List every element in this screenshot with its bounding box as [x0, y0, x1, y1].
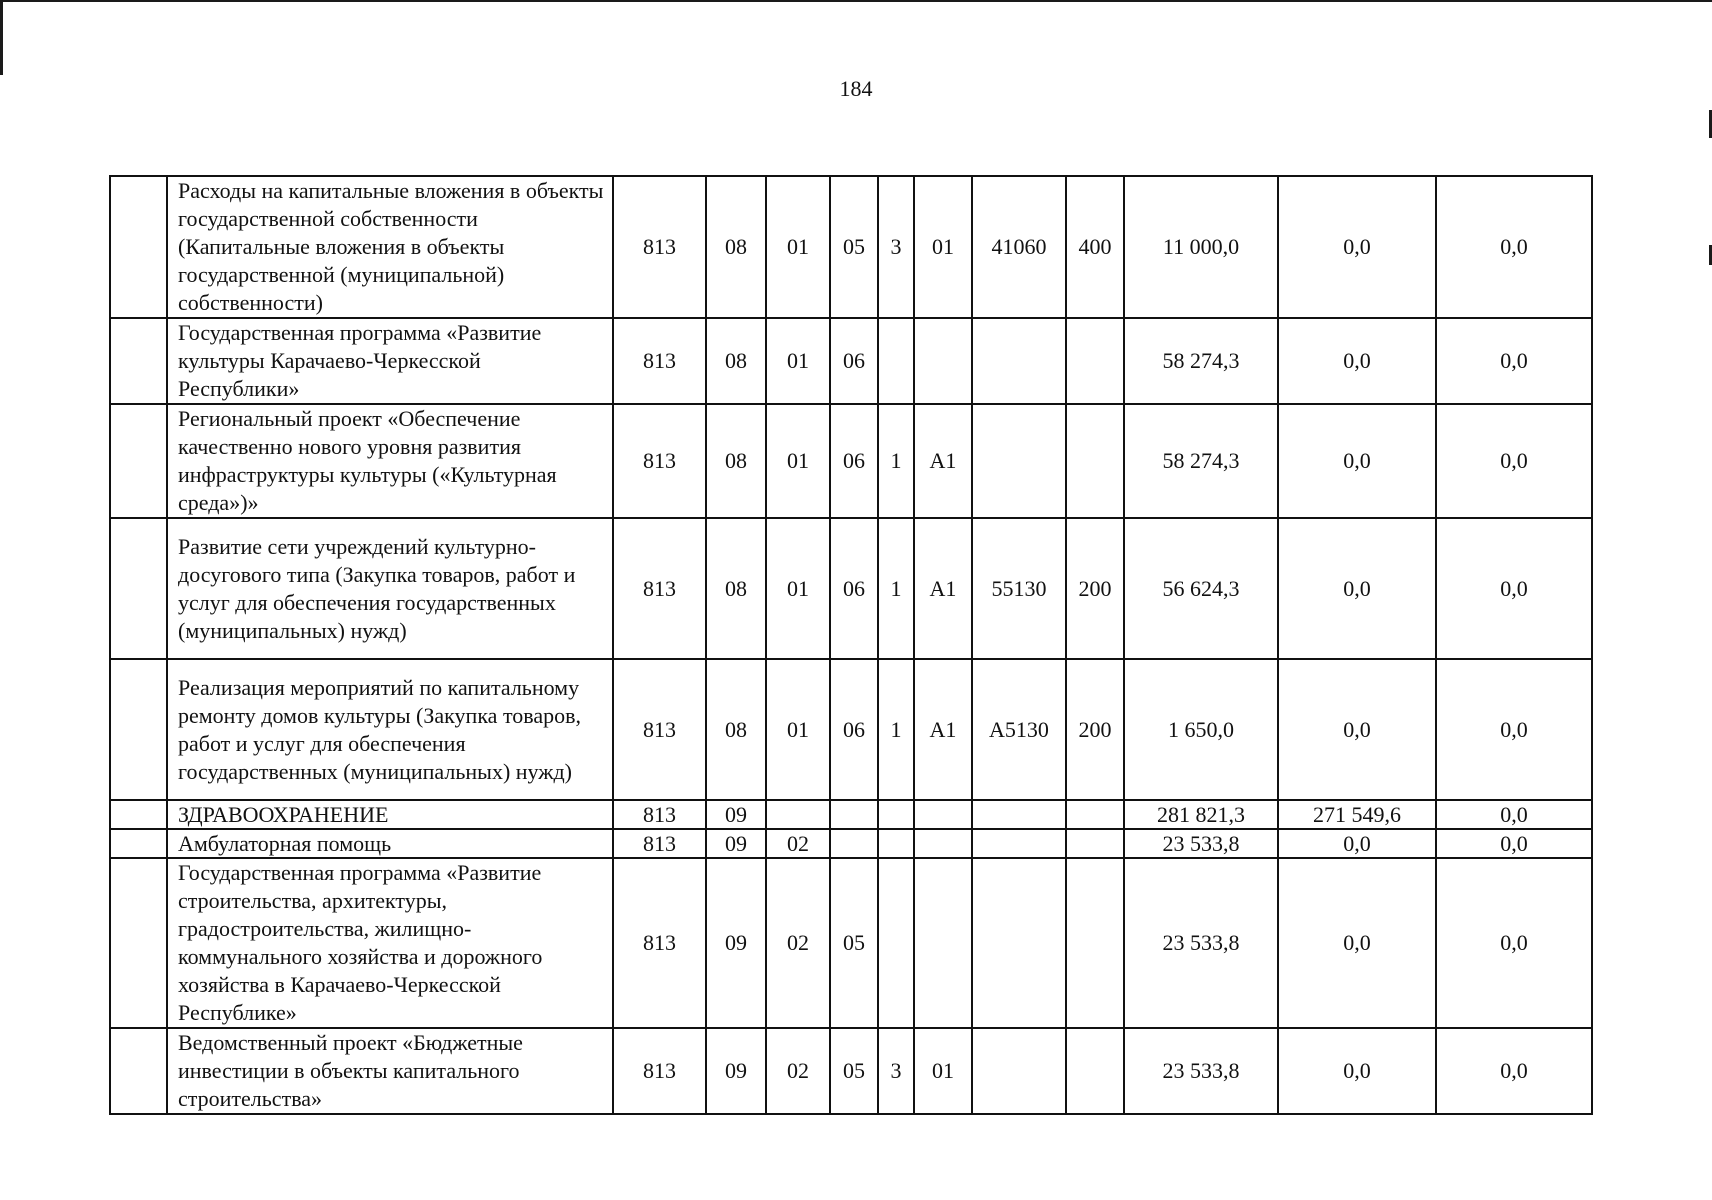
- row-name-cell: Региональный проект «Обеспечение качественно нового уровня развития инфраструктуры культуры («Культурная среда»)»: [167, 404, 613, 518]
- subprogram-code-cell: [878, 800, 914, 829]
- amount-total-cell: 11 000,0: [1124, 176, 1278, 318]
- amount-federal-cell: 0,0: [1278, 829, 1436, 858]
- ministry-code-cell: 813: [613, 404, 706, 518]
- row-name-cell: Государственная программа «Развитие культуры Карачаево-Черкесской Республики»: [167, 318, 613, 404]
- table-row: [110, 404, 1592, 518]
- amount-other-cell: 0,0: [1436, 659, 1592, 800]
- budget-table: [109, 175, 1593, 1115]
- table-row: [110, 659, 1592, 800]
- section-code-cell: 09: [706, 800, 766, 829]
- amount-total-cell: 58 274,3: [1124, 318, 1278, 404]
- table-row: [110, 318, 1592, 404]
- direction-code-cell: [972, 404, 1066, 518]
- expense-type-cell: 200: [1066, 518, 1124, 659]
- row-name-cell: Расходы на капитальные вложения в объекты государственной собственности (Капитальные вложения в объекты государственной (муниципальной) собственности): [167, 176, 613, 318]
- section-code-cell: 08: [706, 318, 766, 404]
- table-row: [110, 176, 1592, 318]
- subprogram-code-cell: [878, 318, 914, 404]
- program-code-cell: [830, 800, 878, 829]
- program-code-cell: 05: [830, 1028, 878, 1114]
- amount-total-cell: 1 650,0: [1124, 659, 1278, 800]
- table-row: [110, 1028, 1592, 1114]
- row-name-cell: Ведомственный проект «Бюджетные инвестиции в объекты капитального строительства»: [167, 1028, 613, 1114]
- section-code-cell: 09: [706, 829, 766, 858]
- amount-federal-cell: 0,0: [1278, 404, 1436, 518]
- amount-other-cell: 0,0: [1436, 176, 1592, 318]
- section-code-cell: 09: [706, 858, 766, 1028]
- expense-type-cell: [1066, 829, 1124, 858]
- ministry-code-cell: 813: [613, 858, 706, 1028]
- row-number-cell: [110, 404, 167, 518]
- project-code-cell: А1: [914, 518, 972, 659]
- amount-federal-cell: 0,0: [1278, 858, 1436, 1028]
- project-code-cell: 01: [914, 1028, 972, 1114]
- amount-other-cell: 0,0: [1436, 404, 1592, 518]
- expense-type-cell: 200: [1066, 659, 1124, 800]
- amount-total-cell: 58 274,3: [1124, 404, 1278, 518]
- subsection-code-cell: 01: [766, 176, 830, 318]
- amount-federal-cell: 0,0: [1278, 518, 1436, 659]
- amount-federal-cell: 271 549,6: [1278, 800, 1436, 829]
- row-number-cell: [110, 858, 167, 1028]
- amount-other-cell: 0,0: [1436, 800, 1592, 829]
- expense-type-cell: [1066, 800, 1124, 829]
- subsection-code-cell: 01: [766, 518, 830, 659]
- direction-code-cell: [972, 800, 1066, 829]
- expense-type-cell: [1066, 858, 1124, 1028]
- expense-type-cell: 400: [1066, 176, 1124, 318]
- direction-code-cell: 55130: [972, 518, 1066, 659]
- direction-code-cell: [972, 318, 1066, 404]
- section-code-cell: 08: [706, 659, 766, 800]
- row-number-cell: [110, 1028, 167, 1114]
- ministry-code-cell: 813: [613, 176, 706, 318]
- amount-total-cell: 56 624,3: [1124, 518, 1278, 659]
- direction-code-cell: [972, 858, 1066, 1028]
- direction-code-cell: [972, 829, 1066, 858]
- amount-federal-cell: 0,0: [1278, 318, 1436, 404]
- row-name-cell: Амбулаторная помощь: [167, 829, 613, 858]
- direction-code-cell: [972, 1028, 1066, 1114]
- row-name-cell: ЗДРАВООХРАНЕНИЕ: [167, 800, 613, 829]
- program-code-cell: [830, 829, 878, 858]
- table-row: [110, 800, 1592, 829]
- expense-type-cell: [1066, 404, 1124, 518]
- expense-type-cell: [1066, 1028, 1124, 1114]
- subprogram-code-cell: 3: [878, 176, 914, 318]
- ministry-code-cell: 813: [613, 518, 706, 659]
- subsection-code-cell: 01: [766, 659, 830, 800]
- program-code-cell: 05: [830, 858, 878, 1028]
- section-code-cell: 09: [706, 1028, 766, 1114]
- table-row: [110, 858, 1592, 1028]
- amount-other-cell: 0,0: [1436, 858, 1592, 1028]
- project-code-cell: [914, 800, 972, 829]
- ministry-code-cell: 813: [613, 1028, 706, 1114]
- section-code-cell: 08: [706, 404, 766, 518]
- subprogram-code-cell: 3: [878, 1028, 914, 1114]
- subsection-code-cell: [766, 800, 830, 829]
- direction-code-cell: 41060: [972, 176, 1066, 318]
- ministry-code-cell: 813: [613, 318, 706, 404]
- scan-border-top: [0, 0, 1712, 2]
- project-code-cell: [914, 318, 972, 404]
- amount-federal-cell: 0,0: [1278, 176, 1436, 318]
- program-code-cell: 06: [830, 659, 878, 800]
- amount-other-cell: 0,0: [1436, 829, 1592, 858]
- row-number-cell: [110, 659, 167, 800]
- amount-federal-cell: 0,0: [1278, 1028, 1436, 1114]
- subprogram-code-cell: 1: [878, 404, 914, 518]
- ministry-code-cell: 813: [613, 659, 706, 800]
- amount-other-cell: 0,0: [1436, 1028, 1592, 1114]
- table-row: [110, 829, 1592, 858]
- subsection-code-cell: 01: [766, 404, 830, 518]
- project-code-cell: 01: [914, 176, 972, 318]
- subprogram-code-cell: 1: [878, 518, 914, 659]
- row-number-cell: [110, 518, 167, 659]
- subprogram-code-cell: [878, 858, 914, 1028]
- row-number-cell: [110, 800, 167, 829]
- page-number: 184: [839, 76, 873, 101]
- amount-federal-cell: 0,0: [1278, 659, 1436, 800]
- amount-other-cell: 0,0: [1436, 318, 1592, 404]
- amount-total-cell: 23 533,8: [1124, 858, 1278, 1028]
- program-code-cell: 06: [830, 518, 878, 659]
- project-code-cell: [914, 858, 972, 1028]
- ministry-code-cell: 813: [613, 800, 706, 829]
- amount-other-cell: 0,0: [1436, 518, 1592, 659]
- subprogram-code-cell: 1: [878, 659, 914, 800]
- subprogram-code-cell: [878, 829, 914, 858]
- row-number-cell: [110, 176, 167, 318]
- amount-total-cell: 23 533,8: [1124, 1028, 1278, 1114]
- table-row: [110, 518, 1592, 659]
- amount-total-cell: 23 533,8: [1124, 829, 1278, 858]
- row-number-cell: [110, 829, 167, 858]
- direction-code-cell: А5130: [972, 659, 1066, 800]
- program-code-cell: 06: [830, 318, 878, 404]
- row-name-cell: Развитие сети учреждений культурно-досугового типа (Закупка товаров, работ и услуг для обеспечения государственных (муниципальных) нужд): [167, 518, 613, 659]
- subsection-code-cell: 02: [766, 829, 830, 858]
- section-code-cell: 08: [706, 518, 766, 659]
- subsection-code-cell: 02: [766, 858, 830, 1028]
- subsection-code-cell: 02: [766, 1028, 830, 1114]
- project-code-cell: А1: [914, 404, 972, 518]
- program-code-cell: 05: [830, 176, 878, 318]
- section-code-cell: 08: [706, 176, 766, 318]
- project-code-cell: А1: [914, 659, 972, 800]
- expense-type-cell: [1066, 318, 1124, 404]
- row-name-cell: Государственная программа «Развитие строительства, архитектуры, градостроительства, жилищно-коммунального хозяйства и дорожного хозяйства в Карачаево-Черкесской Республике»: [167, 858, 613, 1028]
- program-code-cell: 06: [830, 404, 878, 518]
- project-code-cell: [914, 829, 972, 858]
- subsection-code-cell: 01: [766, 318, 830, 404]
- scan-border-left: [0, 0, 3, 75]
- amount-total-cell: 281 821,3: [1124, 800, 1278, 829]
- ministry-code-cell: 813: [613, 829, 706, 858]
- row-name-cell: Реализация мероприятий по капитальному ремонту домов культуры (Закупка товаров, работ и услуг для обеспечения государственных (муниципальных) нужд): [167, 659, 613, 800]
- row-number-cell: [110, 318, 167, 404]
